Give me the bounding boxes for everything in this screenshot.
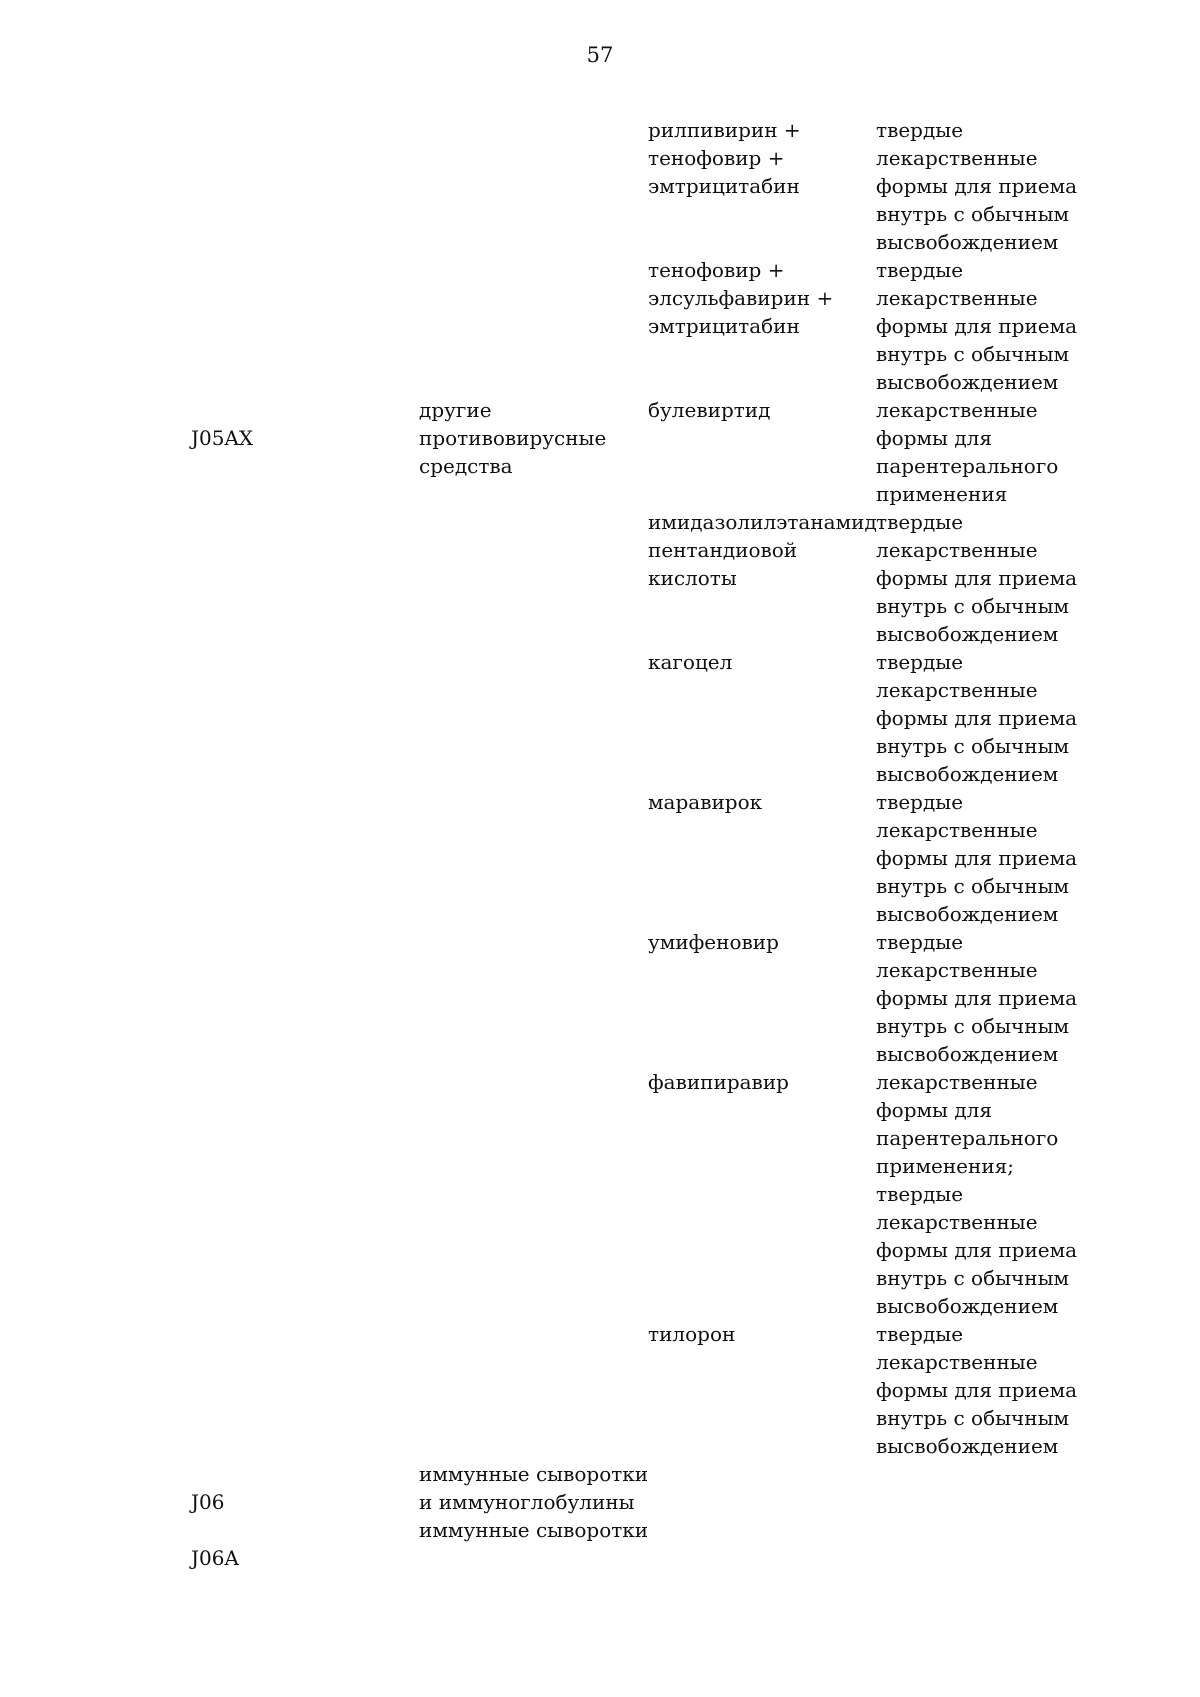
group-name: иммунные сыворотки — [419, 1518, 649, 1542]
drug-name: булевиртид — [648, 398, 771, 422]
drug-name: рилпивирин + тенофовир + эмтрицитабин — [648, 118, 801, 198]
dosage-form: твердые лекарственные формы для приема внутрь с обычным высвобождением — [876, 258, 1078, 394]
dosage-form: лекарственные формы для парентерального применения — [876, 398, 1059, 506]
drug-name: тенофовир + элсульфавирин + эмтрицитабин — [648, 258, 834, 338]
atc-code: J06 — [191, 1490, 225, 1514]
dosage-form: твердые лекарственные формы для приема внутрь с обычным высвобождением — [876, 930, 1078, 1066]
dosage-form: твердые лекарственные формы для приема внутрь с обычным высвобождением — [876, 510, 1078, 646]
group-name: иммунные сыворотки и иммуноглобулины — [419, 1462, 649, 1514]
group-name: другие противовирусные средства — [419, 398, 607, 478]
drug-name: имидазолилэтанамид пентандиовой кислоты — [648, 510, 877, 590]
atc-code: J05AX — [191, 426, 254, 450]
dosage-form: лекарственные формы для парентерального применения; твердые лекарственные формы для приема внутрь с обычным высвобождением — [876, 1070, 1078, 1318]
drug-name: фавипиравир — [648, 1070, 789, 1094]
dosage-form: твердые лекарственные формы для приема внутрь с обычным высвобождением — [876, 790, 1078, 926]
dosage-form: твердые лекарственные формы для приема внутрь с обычным высвобождением — [876, 118, 1078, 254]
dosage-form: твердые лекарственные формы для приема внутрь с обычным высвобождением — [876, 650, 1078, 786]
page-number: 57 — [586, 43, 614, 67]
drug-name: умифеновир — [648, 930, 779, 954]
atc-code: J06A — [191, 1546, 239, 1570]
drug-name: маравирок — [648, 790, 763, 814]
dosage-form: твердые лекарственные формы для приема внутрь с обычным высвобождением — [876, 1322, 1078, 1458]
drug-name: кагоцел — [648, 650, 733, 674]
drug-name: тилорон — [648, 1322, 736, 1346]
